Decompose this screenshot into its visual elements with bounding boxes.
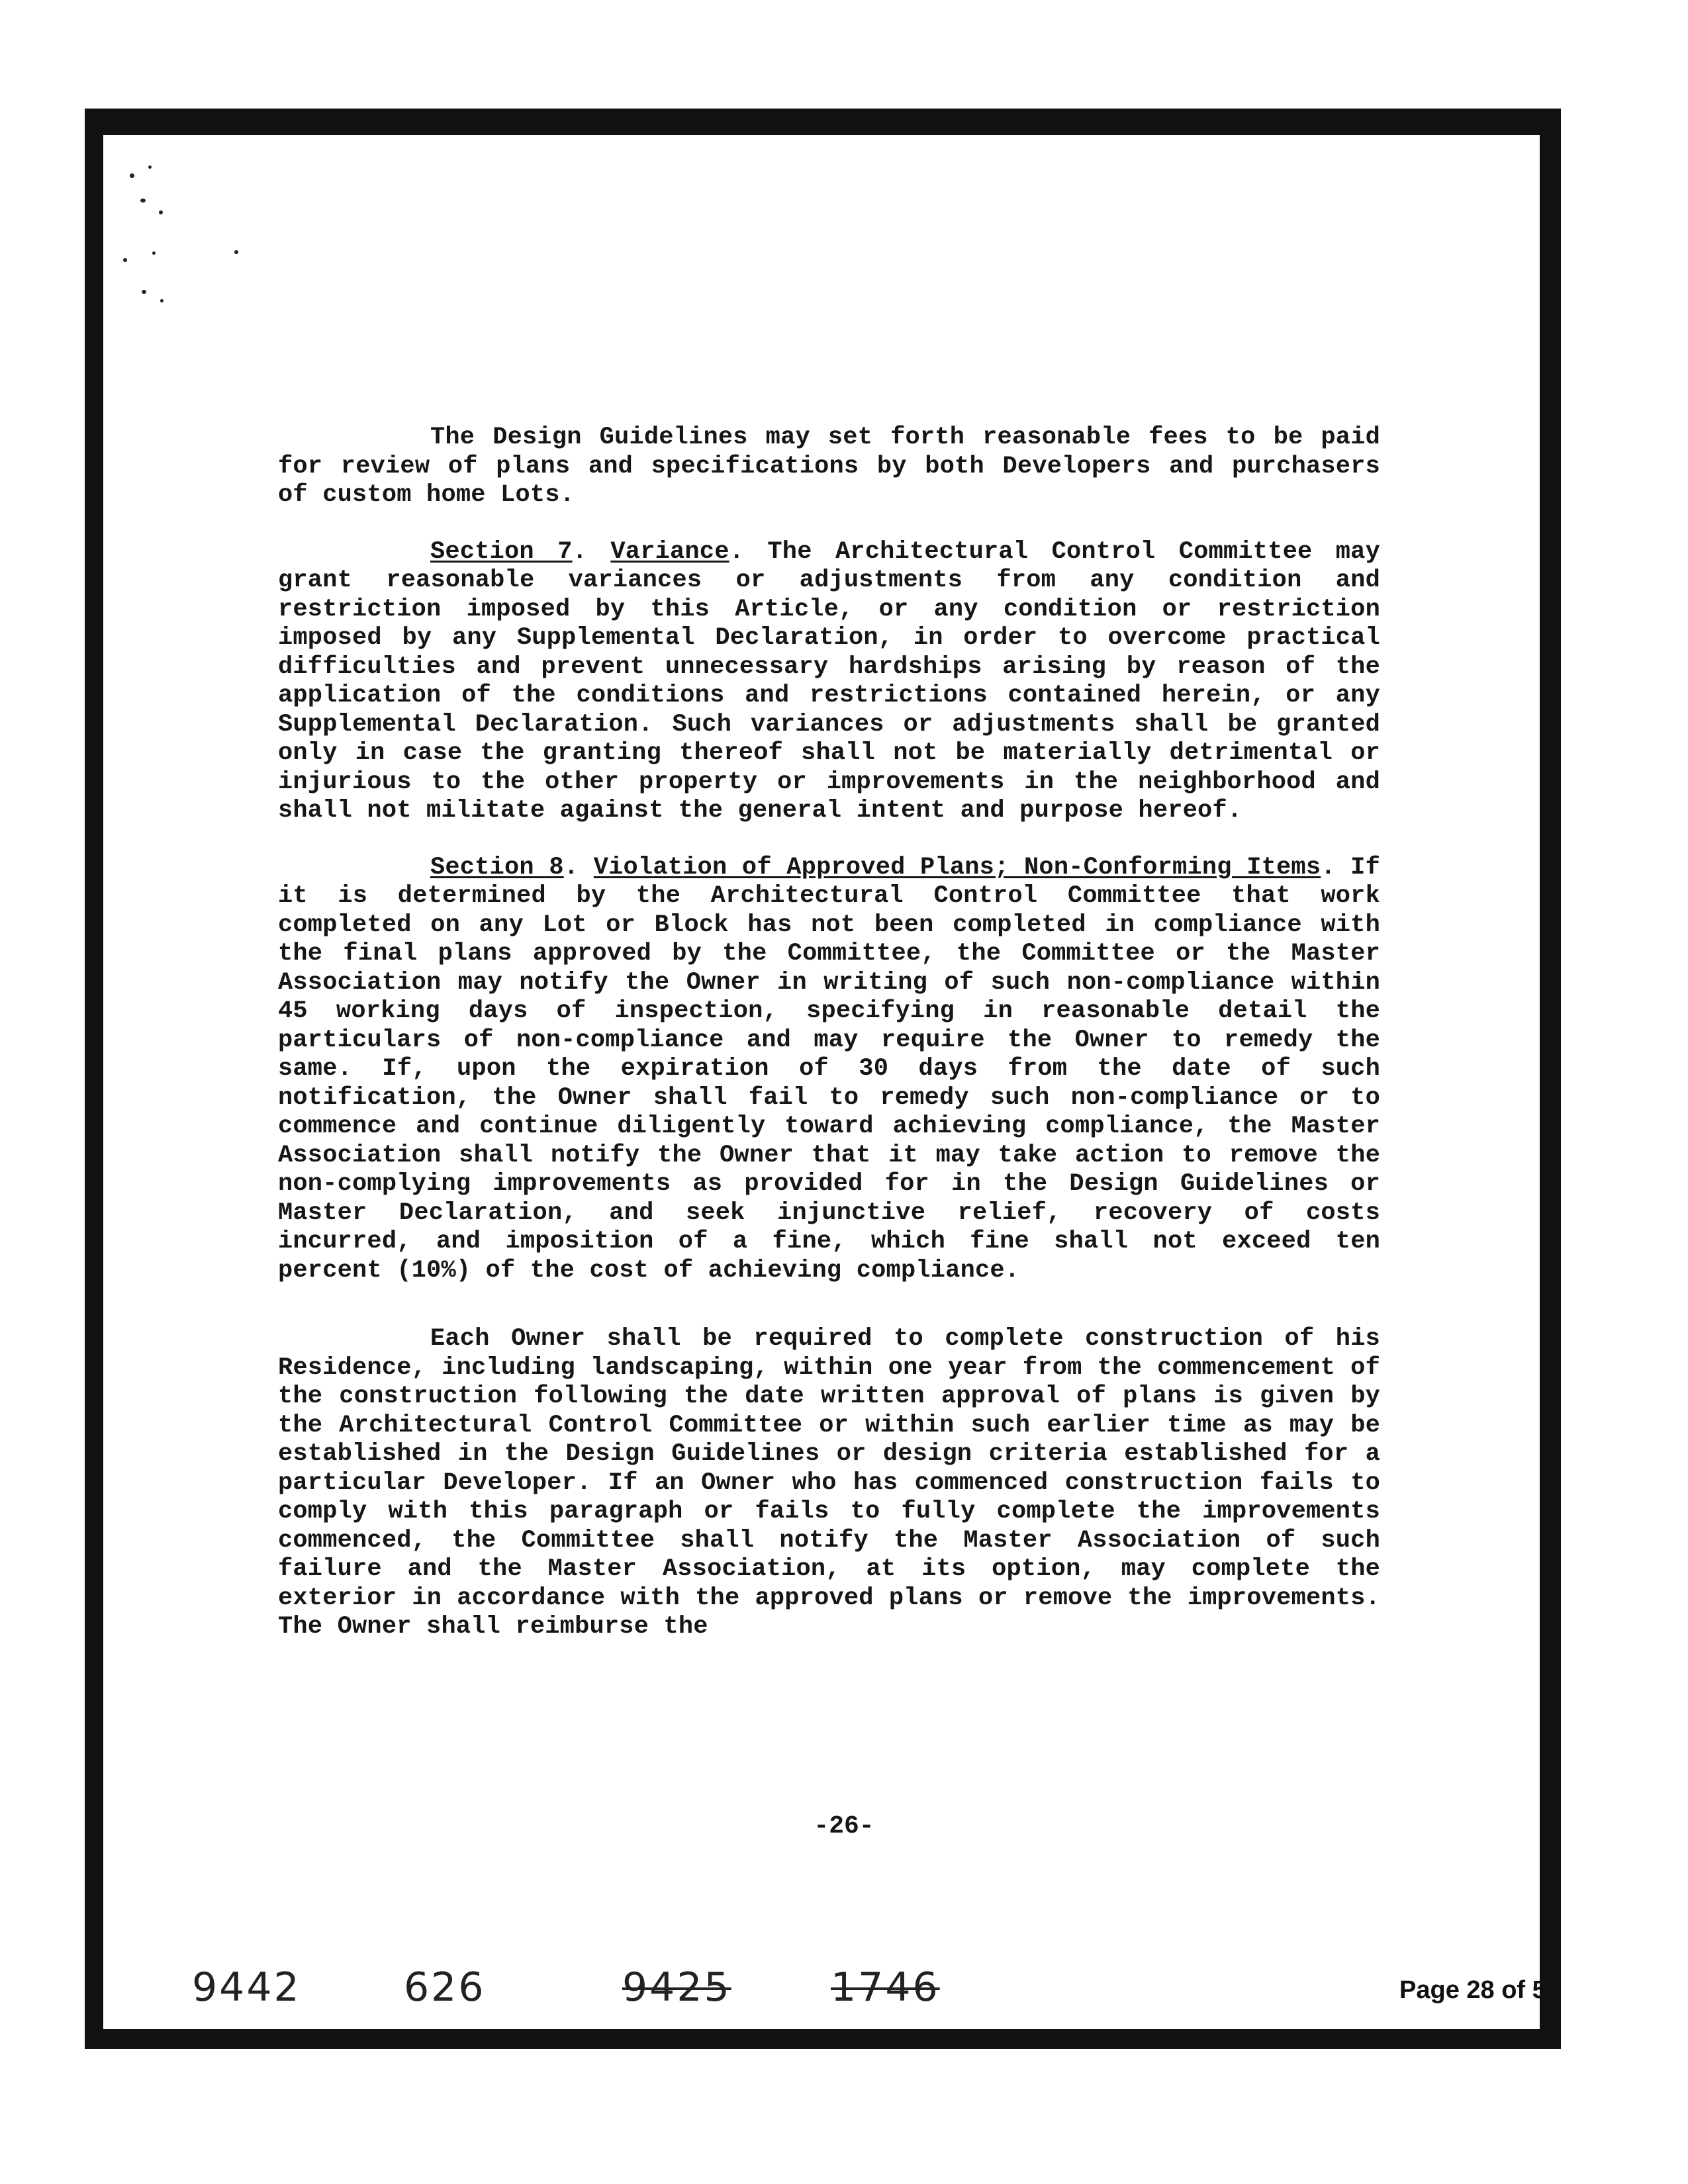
struck-page-number: 1746 — [831, 1964, 940, 2011]
scan-speck — [234, 250, 238, 254]
section-heading: Section 7 — [430, 537, 573, 566]
page-number: -26- — [814, 1812, 874, 1841]
struck-book-number: 9425 — [622, 1964, 731, 2011]
paragraph-text: . The Architectural Control Committee may grant reasonable variances or adjustments from any condition and restriction imposed by this Article, or any condition or restriction imposed by any Supplemental Declaration, in order to overcome practical difficulties and prevent unnecessary hardships arising by reason of the application of the conditions and restrictions contained herein, or any Supplemental Declaration. Such variances or adjustments shall be granted only in case the granting thereof shall not be materially detrimental or injurious to the other property or improvements in the neighborhood and shall not militate against the general intent and purpose hereof. — [278, 537, 1380, 825]
scan-speck — [152, 251, 156, 255]
page-count-label: Page 28 of 5 — [1399, 1976, 1546, 2004]
scan-speck — [123, 258, 127, 262]
scan-speck — [159, 210, 163, 214]
paragraph-completion — [278, 1325, 1380, 1642]
scan-speck — [130, 173, 134, 178]
paragraph-section-7 — [278, 538, 1380, 826]
paragraph-text: The Design Guidelines may set forth reasonable fees to be paid for review of plans and specifications by both Developers and purchasers of custom home Lots. — [278, 424, 1380, 509]
recording-page: 626 — [404, 1964, 486, 2011]
paragraph-text: Each Owner shall be required to complete construction of his Residence, including landscaping, within one year from the commencement of the construction following the date written approval of plans is given by the Architectural Control Committee or within such earlier time as may be established in the Design Guidelines or design criteria established for a particular Developer. If an Owner who has commenced construction fails to comply with this paragraph or fails to fully complete the improvements commenced, the Committee shall notify the Master Association of such failure and the Master Association, at its option, may complete the exterior in accordance with the approved plans or remove the improvements. The Owner shall reimburse the — [278, 1325, 1380, 1641]
scan-speck — [148, 165, 152, 169]
section-separator: . — [572, 537, 611, 566]
paragraph-section-8 — [278, 854, 1380, 1286]
section-heading: Section 8 — [430, 853, 564, 882]
document-body — [278, 424, 1380, 1670]
scan-speck — [140, 199, 146, 203]
scan-speck — [160, 299, 164, 302]
section-title: Violation of Approved Plans; Non-Conforming Items — [593, 853, 1321, 882]
paragraph-fees — [278, 424, 1380, 510]
scan-speck — [142, 290, 146, 294]
section-separator: . — [563, 853, 594, 882]
recording-book: 9442 — [192, 1964, 301, 2011]
paragraph-text: . If it is determined by the Architectural Control Committee that work completed on any Lot or Block has not been completed in compliance with the final plans approved by the Committee, the Committee or the Master Association may notify the Owner in writing of such non-compliance within 45 working days of inspection, specifying in reasonable detail the particulars of non-compliance and may require the Owner to remedy the same. If, upon the expiration of 30 days from the date of such notification, the Owner shall fail to remedy such non-compliance or to commence and continue diligently toward achieving compliance, the Master Association shall notify the Owner that it may take action to remove the non-complying improvements as provided for in the Design Guidelines or Master Declaration, and seek injunctive relief, recovery of costs incurred, and imposition of a fine, which fine shall not exceed ten percent (10%) of the cost of achieving compliance. — [278, 853, 1380, 1285]
section-title: Variance — [610, 537, 729, 566]
